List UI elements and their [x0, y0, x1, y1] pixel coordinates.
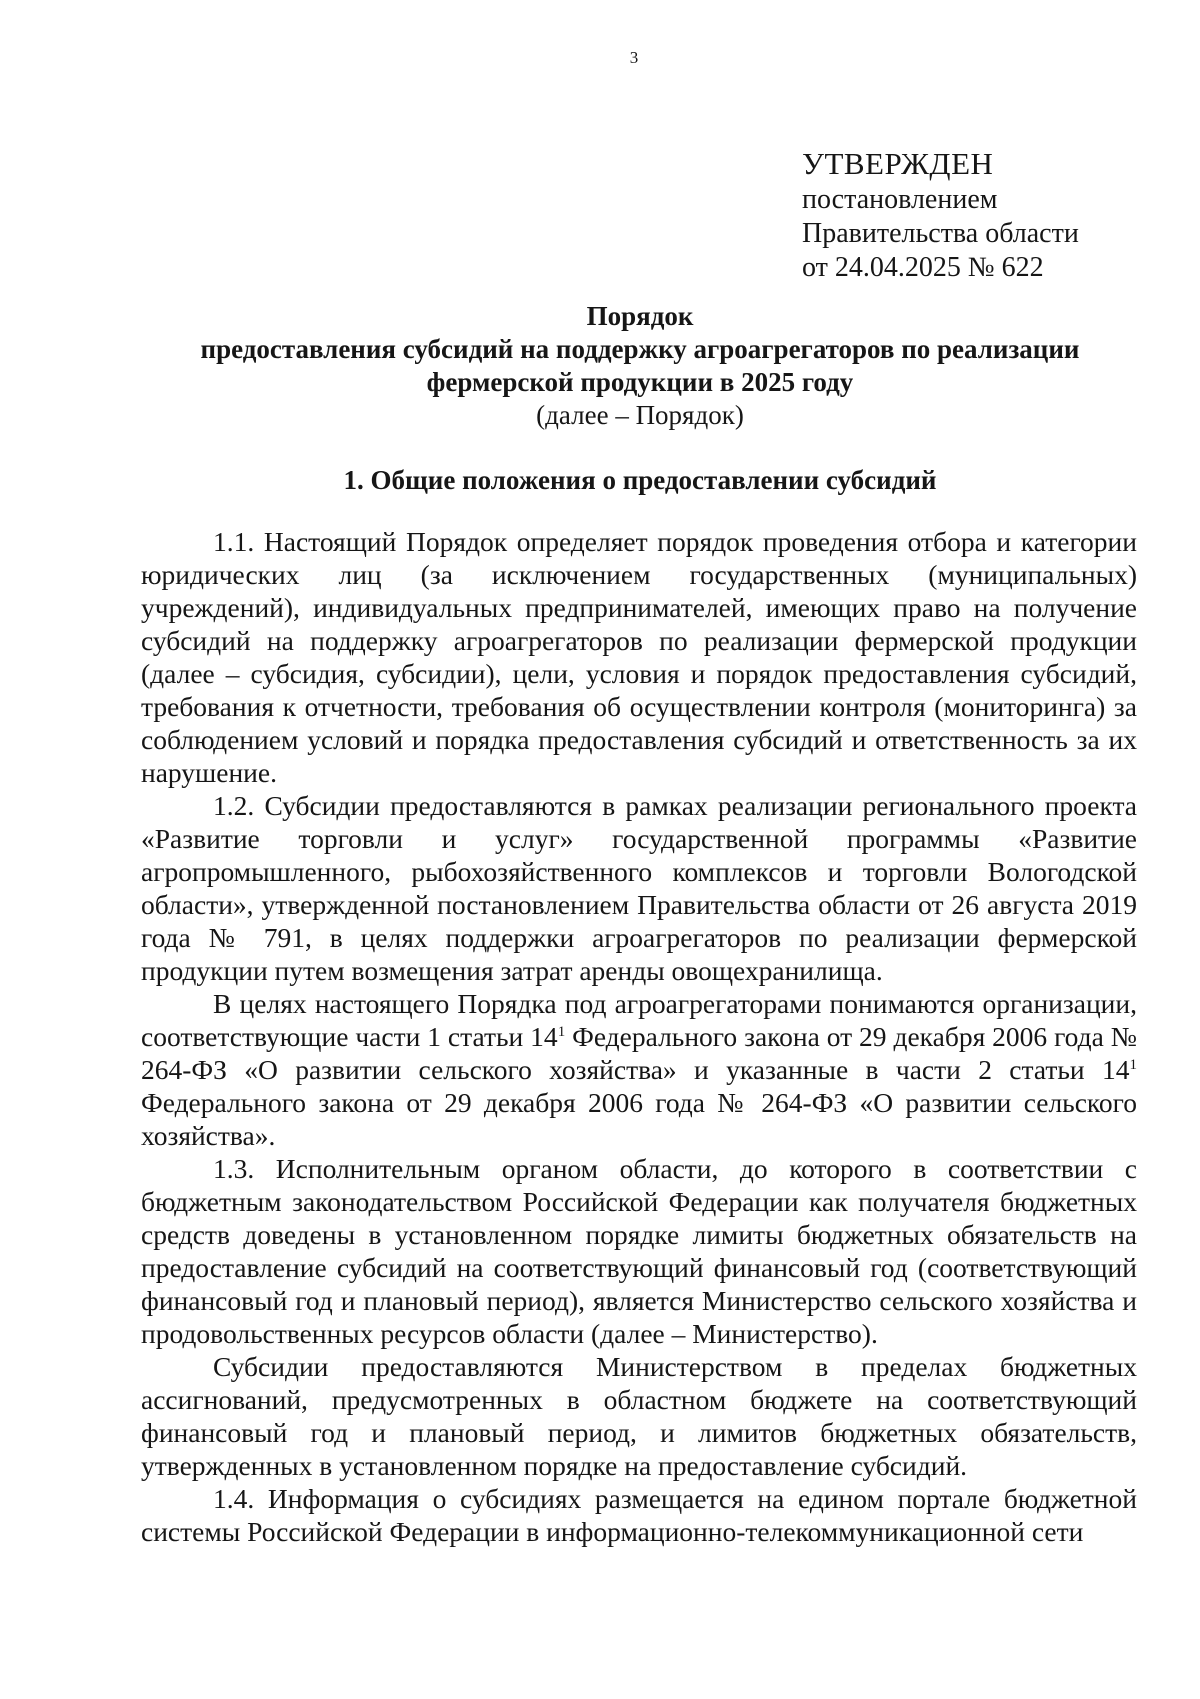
paragraph-part: Федерального закона от 29 декабря 2006 года № 264-ФЗ «О развитии сельского хозяйства» и указанные в части 2 статьи 14 [141, 1021, 1137, 1085]
title-line-3: фермерской продукции в 2025 году [426, 367, 854, 397]
page-number: 3 [629, 48, 639, 67]
title-line-2: предоставления субсидий на поддержку агроагрегаторов по реализации [200, 334, 1080, 364]
paragraph-part: Федерального закона от 29 декабря 2006 года № 264-ФЗ «О развитии сельского хозяйства». [141, 1087, 1137, 1151]
paragraph-agroaggregators [141, 987, 1137, 1152]
title-line-1: Порядок [586, 301, 694, 331]
document-title [140, 300, 1140, 432]
paragraph-1-3: 1.3. Исполнительным органом области, до которого в соответствии с бюджетным законодательством Российской Федерации как получателя бюджетных средств доведены в установленном порядке лимиты бюджетных обязательств на предоставление субсидий на соответствующий финансовый год (соответствующий финансовый год и плановый период), является Министерство сельского хозяйства и продовольственных ресурсов области (далее – Министерство). [141, 1153, 1137, 1349]
section-heading: 1. Общие положения о предоставлении субсидий [343, 465, 937, 495]
document-body [141, 525, 1137, 1548]
paragraph-1-2: 1.2. Субсидии предоставляются в рамках реализации регионального проекта «Развитие торговли и услуг» государственной программы «Развитие агропромышленного, рыбохозяйственного комплексов и торговли Вологодской области», утвержденной постановлением Правительства области от 26 августа 2019 года № 791, в целях поддержки агроагрегаторов по реализации фермерской продукции путем возмещения затрат аренды овощехранилища. [141, 790, 1137, 986]
superscript: 1 [557, 1023, 566, 1040]
paragraph-1-1: 1.1. Настоящий Порядок определяет порядок проведения отбора и категории юридических лиц (за исключением государственных (муниципальных) учреждений), индивидуальных предпринимателей, имеющих право на получение субсидий на поддержку агроагрегаторов по реализации фермерской продукции (далее – субсидия, субсидии), цели, условия и порядок предоставления субсидий, требования к отчетности, требования об осуществлении контроля (мониторинга) за соблюдением условий и порядка предоставления субсидий и ответственность за их нарушение. [141, 526, 1137, 788]
paragraph-subsidies-limits: Субсидии предоставляются Министерством в пределах бюджетных ассигнований, предусмотренных в областном бюджете на соответствующий финансовый год и плановый период, и лимитов бюджетных обязательств, утвержденных в установленном порядке на предоставление субсидий. [141, 1351, 1137, 1481]
approval-line-2: Правительства области [802, 218, 1079, 249]
approval-heading: УТВЕРЖДЕН [802, 146, 994, 181]
approval-stamp [802, 145, 1079, 285]
approval-line-1: постановлением [802, 184, 998, 215]
approval-line-3: от 24.04.2025 № 622 [802, 252, 1044, 283]
superscript: 1 [1129, 1056, 1137, 1073]
paragraph-1-4: 1.4. Информация о субсидиях размещается на едином портале бюджетной системы Российской Федерации в информационно-телекоммуникационной сети [141, 1483, 1137, 1547]
paragraph-part: В целях настоящего Порядка под агроагрегаторами понимаются организации, соответствующие части 1 статьи 14 [141, 988, 1137, 1052]
title-line-4: (далее – Порядок) [536, 400, 744, 430]
